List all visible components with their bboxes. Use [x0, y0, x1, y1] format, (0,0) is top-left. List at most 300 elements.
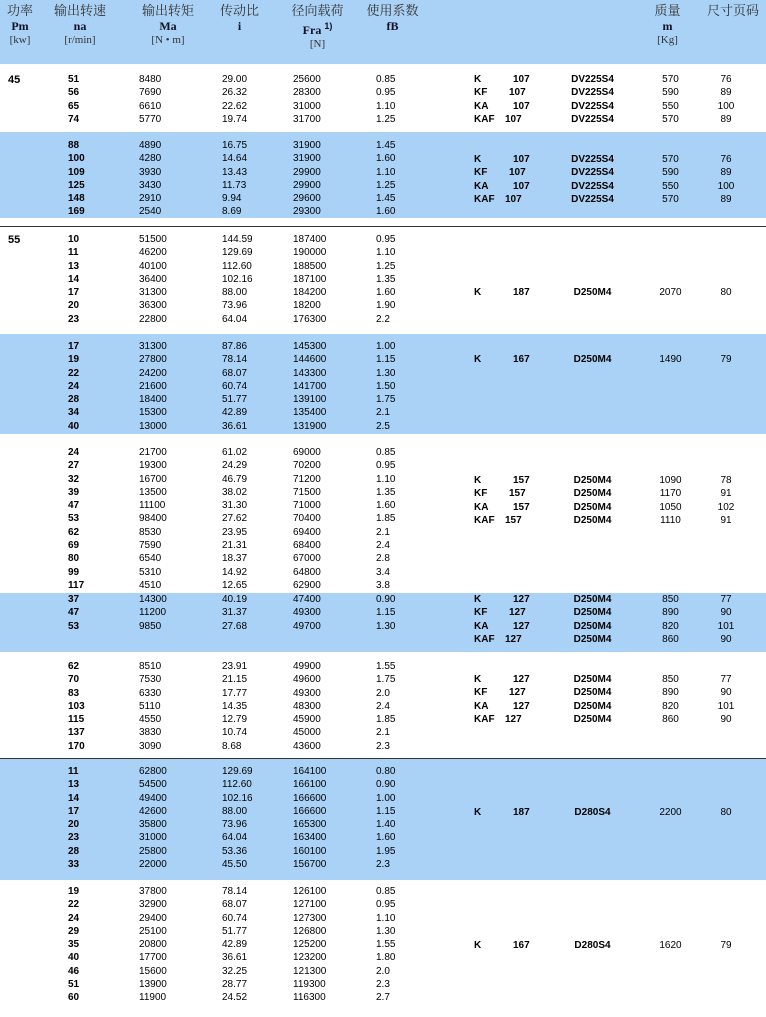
ratio-cell: 42.89 [222, 939, 248, 951]
mass-cell: 890 [662, 687, 679, 699]
mass-cell: 1490 [659, 354, 682, 365]
motor-column [560, 153, 625, 206]
motor-cell: D250M4 [573, 620, 612, 632]
ratio-column [222, 340, 267, 433]
service-factor-cell: 2.3 [376, 859, 390, 871]
radial-load-cell: 47400 [293, 594, 321, 605]
torque-column [139, 340, 189, 433]
speed-column [68, 340, 108, 433]
motor-column [560, 673, 625, 726]
type-cell: KA [474, 501, 489, 513]
ratio-cell: 14.92 [222, 566, 248, 578]
radial-load-cell: 29900 [293, 179, 321, 191]
torque-cell: 98400 [139, 513, 167, 525]
ratio-column [222, 233, 267, 326]
ratio-cell: 26.32 [222, 87, 248, 99]
speed-column [68, 233, 108, 326]
radial-load-cell: 131900 [293, 420, 327, 432]
radial-load-cell: 69000 [293, 447, 321, 458]
mass-column [648, 474, 693, 527]
service-factor-cell: 1.45 [376, 140, 396, 151]
motor-column [560, 286, 625, 299]
header-torque: 输出转矩 Ma [N • m] [141, 4, 194, 46]
radial-load-cell: 135400 [293, 407, 327, 419]
size-cell: 127 [505, 633, 522, 645]
type-cell: K [474, 154, 482, 165]
ratio-cell: 17.77 [222, 687, 248, 699]
torque-cell: 27800 [139, 354, 167, 366]
motor-column [560, 939, 625, 952]
table-group [0, 759, 766, 880]
type-column [474, 474, 504, 527]
page-cell: 89 [720, 113, 732, 125]
speed-column [68, 593, 108, 633]
radial-load-cell: 188500 [293, 260, 327, 272]
mass-cell: 570 [662, 113, 679, 125]
torque-cell: 7690 [139, 87, 162, 99]
torque-cell: 3930 [139, 166, 162, 178]
motor-cell: D250M4 [573, 594, 612, 605]
type-column [474, 939, 504, 952]
mass-cell: 2070 [659, 287, 682, 298]
torque-cell: 31300 [139, 341, 167, 352]
service-factor-cell: 1.10 [376, 912, 396, 924]
mass-cell: 890 [662, 607, 679, 619]
radial-load-cell: 187400 [293, 234, 327, 245]
service-factor-cell: 1.15 [376, 354, 396, 366]
ratio-column [222, 593, 267, 633]
torque-cell: 18400 [139, 394, 167, 406]
ratio-cell: 129.69 [222, 247, 253, 259]
speed-column [68, 765, 108, 871]
speed-cell: 51 [68, 979, 80, 991]
ratio-cell: 42.89 [222, 407, 248, 419]
ratio-cell: 23.95 [222, 526, 248, 538]
service-factor-column [376, 73, 411, 126]
table-group [0, 132, 766, 218]
page-column [706, 806, 746, 819]
service-factor-cell: 1.85 [376, 714, 396, 726]
mass-cell: 850 [662, 674, 679, 685]
motor-cell: D250M4 [573, 354, 612, 365]
size-cell: 107 [513, 154, 530, 165]
motor-cell: D250M4 [573, 514, 612, 526]
radial-load-cell: 31900 [293, 140, 321, 151]
ratio-cell: 87.86 [222, 341, 248, 352]
speed-cell: 14 [68, 273, 80, 285]
service-factor-cell: 1.80 [376, 952, 396, 964]
radial-load-cell: 156700 [293, 859, 327, 871]
ratio-cell: 21.15 [222, 674, 248, 686]
page-cell: 100 [717, 180, 735, 192]
type-cell: KAF [474, 514, 495, 526]
torque-column [139, 885, 189, 1005]
motor-column [560, 474, 625, 527]
size-column [505, 673, 530, 726]
service-factor-cell: 1.00 [376, 341, 396, 352]
ratio-cell: 24.29 [222, 460, 248, 472]
speed-cell: 28 [68, 394, 80, 406]
radial-load-cell: 67000 [293, 553, 321, 565]
torque-cell: 4550 [139, 714, 162, 726]
type-cell: K [474, 594, 482, 605]
type-cell: KAF [474, 713, 495, 725]
radial-load-cell: 123200 [293, 952, 327, 964]
motor-cell: D250M4 [573, 488, 612, 500]
ratio-cell: 129.69 [222, 766, 253, 777]
torque-cell: 21700 [139, 447, 167, 458]
motor-cell: D250M4 [573, 674, 612, 685]
speed-cell: 47 [68, 607, 80, 619]
radial-load-cell: 139100 [293, 394, 327, 406]
torque-cell: 22800 [139, 313, 167, 325]
header-speed: 输出转速 na [r/min] [53, 4, 106, 46]
ratio-cell: 51.77 [222, 394, 248, 406]
torque-cell: 11100 [139, 500, 166, 512]
radial-load-cell: 69400 [293, 526, 321, 538]
radial-load-cell: 127300 [293, 912, 327, 924]
radial-load-column [293, 340, 343, 433]
mass-cell: 1050 [659, 501, 682, 513]
service-factor-column [376, 885, 411, 1005]
torque-column [139, 73, 189, 126]
ratio-cell: 78.14 [222, 354, 248, 366]
motor-cell: D250M4 [573, 713, 612, 725]
type-cell: KA [474, 180, 489, 192]
size-cell: 127 [509, 607, 526, 619]
speed-cell: 17 [68, 805, 80, 817]
radial-load-cell: 145300 [293, 341, 327, 352]
page-column [706, 673, 746, 726]
page-column [706, 939, 746, 952]
header-radial-load: 径向载荷 Fra $^{1)}$ [N] [291, 4, 344, 50]
ratio-cell: 45.50 [222, 859, 248, 871]
service-factor-cell: 0.90 [376, 779, 396, 791]
service-factor-cell: 0.85 [376, 74, 396, 85]
ratio-cell: 27.68 [222, 620, 248, 632]
speed-cell: 109 [68, 166, 85, 178]
ratio-cell: 31.30 [222, 500, 248, 512]
speed-cell: 51 [68, 74, 80, 85]
ratio-cell: 51.77 [222, 925, 248, 937]
mass-cell: 570 [662, 74, 679, 85]
motor-cell: D250M4 [573, 633, 612, 645]
ratio-cell: 73.96 [222, 819, 248, 831]
torque-cell: 15300 [139, 407, 167, 419]
service-factor-cell: 1.15 [376, 805, 396, 817]
mass-cell: 850 [662, 594, 679, 605]
type-column [474, 806, 504, 819]
ratio-cell: 28.77 [222, 979, 248, 991]
radial-load-cell: 71200 [293, 473, 321, 485]
ratio-cell: 60.74 [222, 912, 248, 924]
motor-cell: DV225S4 [571, 100, 614, 112]
mass-column [648, 939, 693, 952]
radial-load-cell: 184200 [293, 287, 327, 299]
speed-column [68, 73, 108, 126]
motor-cell: DV225S4 [571, 193, 614, 205]
speed-cell: 148 [68, 193, 85, 205]
page-cell: 89 [720, 87, 732, 99]
type-cell: KAF [474, 633, 495, 645]
speed-cell: 56 [68, 87, 80, 99]
torque-cell: 24200 [139, 367, 167, 379]
service-factor-cell: 1.60 [376, 287, 396, 299]
speed-column [68, 139, 108, 219]
speed-column [68, 446, 108, 592]
speed-cell: 13 [68, 260, 80, 272]
type-cell: KF [474, 87, 488, 99]
speed-cell: 40 [68, 420, 80, 432]
speed-cell: 17 [68, 341, 80, 352]
radial-load-cell: 49700 [293, 620, 321, 632]
service-factor-cell: 2.2 [376, 313, 390, 325]
size-cell: 127 [509, 687, 526, 699]
motor-cell: D280S4 [574, 807, 611, 818]
speed-cell: 115 [68, 714, 85, 726]
size-cell: 157 [509, 488, 526, 500]
radial-load-cell: 176300 [293, 313, 327, 325]
type-cell: KF [474, 687, 488, 699]
ratio-cell: 9.94 [222, 193, 242, 205]
speed-cell: 27 [68, 460, 80, 472]
service-factor-column [376, 660, 411, 753]
service-factor-cell: 1.40 [376, 819, 396, 831]
speed-cell: 40 [68, 952, 80, 964]
torque-column [139, 139, 189, 219]
radial-load-cell: 144600 [293, 354, 327, 366]
page-cell: 101 [717, 700, 735, 712]
torque-cell: 40100 [139, 260, 167, 272]
size-cell: 127 [513, 674, 530, 685]
torque-cell: 29400 [139, 912, 167, 924]
size-column [505, 593, 530, 646]
torque-cell: 8530 [139, 526, 162, 538]
size-cell: 127 [513, 620, 530, 632]
speed-cell: 103 [68, 700, 85, 712]
speed-cell: 33 [68, 859, 80, 871]
mass-cell: 550 [662, 180, 679, 192]
page-cell: 79 [720, 354, 732, 365]
service-factor-cell: 0.95 [376, 87, 396, 99]
torque-cell: 6540 [139, 553, 162, 565]
speed-column [68, 885, 108, 1005]
motor-column [560, 73, 625, 126]
speed-cell: 80 [68, 553, 80, 565]
speed-cell: 34 [68, 407, 80, 419]
ratio-cell: 144.59 [222, 234, 253, 245]
motor-cell: D250M4 [573, 607, 612, 619]
torque-cell: 32900 [139, 899, 167, 911]
radial-load-cell: 64800 [293, 566, 321, 578]
speed-cell: 170 [68, 740, 85, 752]
service-factor-cell: 0.90 [376, 594, 396, 605]
size-cell: 107 [509, 167, 526, 179]
service-factor-cell: 2.8 [376, 553, 390, 565]
torque-cell: 25800 [139, 845, 167, 857]
radial-load-cell: 71000 [293, 500, 321, 512]
ratio-cell: 53.36 [222, 845, 248, 857]
ratio-cell: 12.79 [222, 714, 248, 726]
radial-load-cell: 25600 [293, 74, 321, 85]
torque-cell: 15600 [139, 965, 167, 977]
torque-cell: 37800 [139, 886, 167, 897]
service-factor-cell: 1.30 [376, 367, 396, 379]
torque-cell: 5310 [139, 566, 162, 578]
type-cell: K [474, 354, 482, 365]
radial-load-cell: 166100 [293, 779, 327, 791]
radial-load-cell: 166600 [293, 805, 327, 817]
ratio-cell: 112.60 [222, 260, 252, 272]
speed-cell: 22 [68, 367, 80, 379]
service-factor-column [376, 233, 411, 326]
service-factor-cell: 2.1 [376, 407, 390, 419]
radial-load-cell: 49600 [293, 674, 321, 686]
speed-cell: 28 [68, 845, 80, 857]
mass-cell: 570 [662, 193, 679, 205]
service-factor-cell: 1.25 [376, 260, 396, 272]
radial-load-cell: 29900 [293, 166, 321, 178]
size-column [505, 73, 530, 126]
radial-load-cell: 31700 [293, 113, 321, 125]
service-factor-cell: 2.0 [376, 965, 390, 977]
service-factor-cell: 1.50 [376, 380, 396, 392]
page-cell: 80 [720, 807, 732, 818]
motor-cell: D250M4 [573, 475, 612, 486]
size-cell: 167 [513, 940, 530, 951]
size-column [505, 353, 530, 366]
service-factor-cell: 1.85 [376, 513, 396, 525]
service-factor-column [376, 139, 411, 219]
mass-cell: 860 [662, 633, 679, 645]
speed-cell: 24 [68, 447, 80, 458]
speed-cell: 14 [68, 792, 80, 804]
size-column [505, 286, 530, 299]
motor-column [560, 353, 625, 366]
size-cell: 157 [513, 501, 530, 513]
torque-cell: 25100 [139, 925, 167, 937]
service-factor-column [376, 593, 411, 633]
radial-load-column [293, 139, 343, 219]
ratio-cell: 36.61 [222, 420, 248, 432]
speed-cell: 62 [68, 526, 80, 538]
size-cell: 107 [505, 113, 522, 125]
mass-cell: 1170 [659, 488, 682, 500]
torque-cell: 42600 [139, 805, 167, 817]
power-value: 55 [8, 234, 21, 246]
speed-cell: 11 [68, 247, 79, 259]
radial-load-cell: 126800 [293, 925, 327, 937]
page-cell: 80 [720, 287, 732, 298]
speed-cell: 32 [68, 473, 80, 485]
header-power: 功率 Pm [kw] [6, 4, 33, 46]
type-column [474, 153, 504, 206]
type-cell: K [474, 287, 482, 298]
torque-column [139, 233, 189, 326]
size-cell: 107 [513, 180, 530, 192]
service-factor-cell: 1.45 [376, 193, 396, 205]
speed-cell: 23 [68, 313, 80, 325]
torque-column [139, 765, 189, 871]
speed-cell: 39 [68, 486, 80, 498]
size-cell: 107 [513, 74, 530, 85]
motor-cell: DV225S4 [571, 154, 614, 165]
size-cell: 187 [513, 287, 530, 298]
torque-cell: 3830 [139, 727, 162, 739]
speed-cell: 23 [68, 832, 80, 844]
speed-cell: 22 [68, 899, 80, 911]
mass-column [648, 806, 693, 819]
radial-load-cell: 31900 [293, 153, 321, 165]
torque-cell: 4890 [139, 140, 162, 151]
service-factor-cell: 1.95 [376, 845, 396, 857]
ratio-cell: 68.07 [222, 899, 248, 911]
ratio-cell: 36.61 [222, 952, 248, 964]
radial-load-cell: 141700 [293, 380, 327, 392]
mass-cell: 1110 [660, 514, 681, 526]
mass-column [648, 353, 693, 366]
size-cell: 167 [513, 354, 530, 365]
ratio-cell: 31.37 [222, 607, 248, 619]
page-cell: 77 [720, 674, 732, 685]
service-factor-cell: 0.95 [376, 234, 396, 245]
page-cell: 102 [717, 501, 735, 513]
page-cell: 78 [720, 475, 732, 486]
radial-load-cell: 116300 [293, 992, 326, 1004]
table-group [0, 652, 766, 758]
radial-load-cell: 68400 [293, 540, 321, 552]
page-cell: 90 [720, 633, 732, 645]
ratio-cell: 22.62 [222, 100, 248, 112]
radial-load-cell: 187100 [293, 273, 327, 285]
page-cell: 89 [720, 167, 732, 179]
ratio-cell: 8.69 [222, 206, 242, 218]
ratio-cell: 78.14 [222, 886, 248, 897]
ratio-cell: 16.75 [222, 140, 248, 151]
header-ratio: 传动比 i [219, 4, 259, 33]
radial-load-cell: 43600 [293, 740, 321, 752]
mass-cell: 590 [662, 167, 679, 179]
mass-cell: 820 [662, 620, 679, 632]
header-service-factor: 使用系数 fB [366, 4, 419, 33]
motor-cell: D250M4 [573, 700, 612, 712]
table-group [0, 66, 766, 132]
torque-cell: 8510 [139, 661, 162, 672]
size-cell: 127 [513, 594, 530, 605]
type-cell: KF [474, 167, 488, 179]
radial-load-column [293, 446, 343, 592]
service-factor-column [376, 765, 411, 871]
radial-load-cell: 29600 [293, 193, 321, 205]
mass-column [648, 73, 693, 126]
speed-cell: 20 [68, 300, 80, 312]
motor-cell: D280S4 [574, 940, 611, 951]
torque-cell: 17700 [139, 952, 167, 964]
torque-column [139, 660, 189, 753]
page-cell: 76 [720, 74, 732, 85]
power-value: 45 [8, 74, 21, 86]
motor-cell: DV225S4 [571, 74, 614, 85]
ratio-cell: 88.00 [222, 287, 248, 299]
torque-cell: 4280 [139, 153, 162, 165]
ratio-cell: 112.60 [222, 779, 252, 791]
service-factor-cell: 1.25 [376, 179, 396, 191]
page-column [706, 353, 746, 366]
speed-cell: 62 [68, 661, 80, 672]
ratio-cell: 24.52 [222, 992, 248, 1004]
service-factor-cell: 3.4 [376, 566, 390, 578]
motor-cell: DV225S4 [571, 180, 614, 192]
